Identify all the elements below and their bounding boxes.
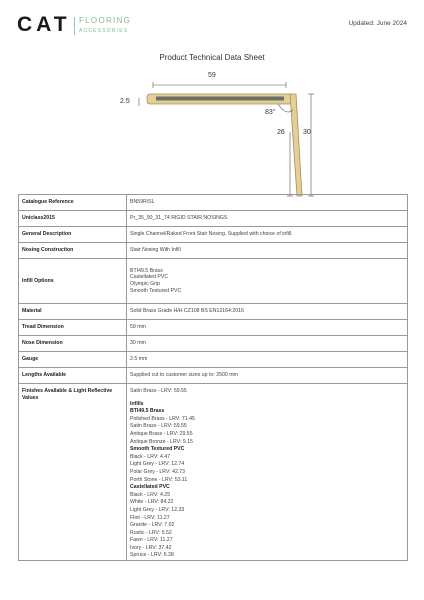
finish-item: Flint - LRV: 11.27 [130, 514, 170, 521]
spec-row-catalogue-reference [19, 195, 408, 211]
spec-key: Lengths Available [19, 368, 127, 384]
nosing-finish: Satin Brass - LRV: 59.55 [130, 388, 187, 394]
finish-item: Light Grey - LRV: 12.33 [130, 506, 185, 513]
spec-value: Solid Brass Grade H/H CZ108 BS EN12164:2016 [127, 304, 408, 320]
finish-item: Porth Stone - LRV: 53.11 [130, 476, 188, 483]
logo-subtitle [79, 17, 131, 35]
finish-item: Polished Brass - LRV: 71.45 [130, 415, 195, 422]
spec-value: 2.5 mm [127, 352, 408, 368]
spec-key: Uniclass2015 [19, 211, 127, 227]
finish-item: Ivory - LRV: 37.42 [130, 544, 172, 551]
spec-row-nosing-construction [19, 243, 408, 259]
spec-row-uniclass [19, 211, 408, 227]
infill-option: BTI49.5 Brass [130, 267, 163, 274]
angle-label: 83° [265, 109, 276, 116]
spec-value-list [127, 259, 408, 304]
finish-item: Light Grey - LRV: 12.74 [130, 461, 185, 468]
logo-sub-line-2: ACCESSORIES [79, 28, 129, 34]
updated-date: Updated: June 2024 [348, 20, 407, 27]
logo-text: CAT [17, 13, 71, 36]
spec-row-tread-dimension [19, 320, 408, 336]
width-label: 59 [208, 72, 216, 79]
finish-group-heading: Smooth Textured PVC [130, 446, 185, 453]
spec-value: 59 mm [127, 320, 408, 336]
spec-value: 30 mm [127, 336, 408, 352]
logo-divider [74, 17, 75, 35]
finish-item: Rustic - LRV: 5.52 [130, 529, 172, 536]
spec-row-lengths-available [19, 368, 408, 384]
spec-value: BN59R/SL [127, 195, 408, 211]
finish-item: White - LRV: 84.22 [130, 499, 174, 506]
spec-value: Stair Nosing With Infill [127, 243, 408, 259]
spec-key: Finishes Available & Light Reflective Values [19, 384, 127, 561]
spec-key: Nosing Construction [19, 243, 127, 259]
spec-row-material [19, 304, 408, 320]
spec-key: Nose Dimension [19, 336, 127, 352]
profile-drawing [110, 70, 320, 210]
finishes-cell [127, 384, 408, 561]
spec-row-finishes [19, 384, 408, 561]
spec-key: Tread Dimension [19, 320, 127, 336]
spec-value: Single Channel/Raked Front Stair Nosing. Supplied with choice of infill. [127, 227, 408, 243]
finish-item: Polar Grey - LRV: 42.73 [130, 468, 186, 475]
spec-table [18, 194, 408, 561]
finish-item: Black - LRV: 4.25 [130, 491, 171, 498]
finish-item: Spruce - LRV: 6.38 [130, 552, 174, 559]
page-header [0, 0, 424, 48]
nosing-nose [290, 94, 302, 196]
infill-strip [156, 97, 284, 101]
spec-key: Catalogue Reference [19, 195, 127, 211]
spec-row-infill-options [19, 259, 408, 304]
spec-value: Pr_35_90_31_74 RIGID STAIR NOSINGS [127, 211, 408, 227]
infill-option: Olympic Grip [130, 281, 160, 287]
infill-option: Castellated PVC [130, 274, 169, 281]
finish-item: Antique Brass - LRV: 29.55 [130, 430, 193, 437]
finish-item: Granite - LRV: 7.02 [130, 522, 175, 529]
finish-item: Fawn - LRV: 11.27 [130, 537, 173, 544]
finish-item: Antique Bronze - LRV: 9.15 [130, 438, 193, 445]
finishes-list [130, 388, 404, 560]
spec-row-nose-dimension [19, 336, 408, 352]
infill-option: Smooth Textured PVC [130, 287, 182, 294]
logo-sub-line-1: FLOORING [79, 16, 132, 25]
spec-key: Infill Options [19, 259, 127, 304]
thickness-label: 2.5 [120, 98, 130, 105]
spec-key: Material [19, 304, 127, 320]
infills-heading: Infills [130, 400, 144, 407]
spec-key: Gauge [19, 352, 127, 368]
spec-row-general-description [19, 227, 408, 243]
finish-group-heading: BTI49.5 Brass [130, 408, 165, 415]
profile-diagram [110, 70, 320, 210]
finish-group-heading: Castellated PVC [130, 484, 170, 491]
spec-value: Supplied cut to customer sizes up to: 2500 mm [127, 368, 408, 384]
finish-item: Satin Brass - LRV: 59.55 [130, 423, 187, 430]
spec-key: General Description [19, 227, 127, 243]
finish-item: Black - LRV: 4.47 [130, 453, 171, 460]
document-title: Product Technical Data Sheet [159, 53, 265, 62]
height-label: 30 [303, 129, 311, 136]
nose-label: 26 [277, 129, 285, 136]
spec-row-gauge [19, 352, 408, 368]
